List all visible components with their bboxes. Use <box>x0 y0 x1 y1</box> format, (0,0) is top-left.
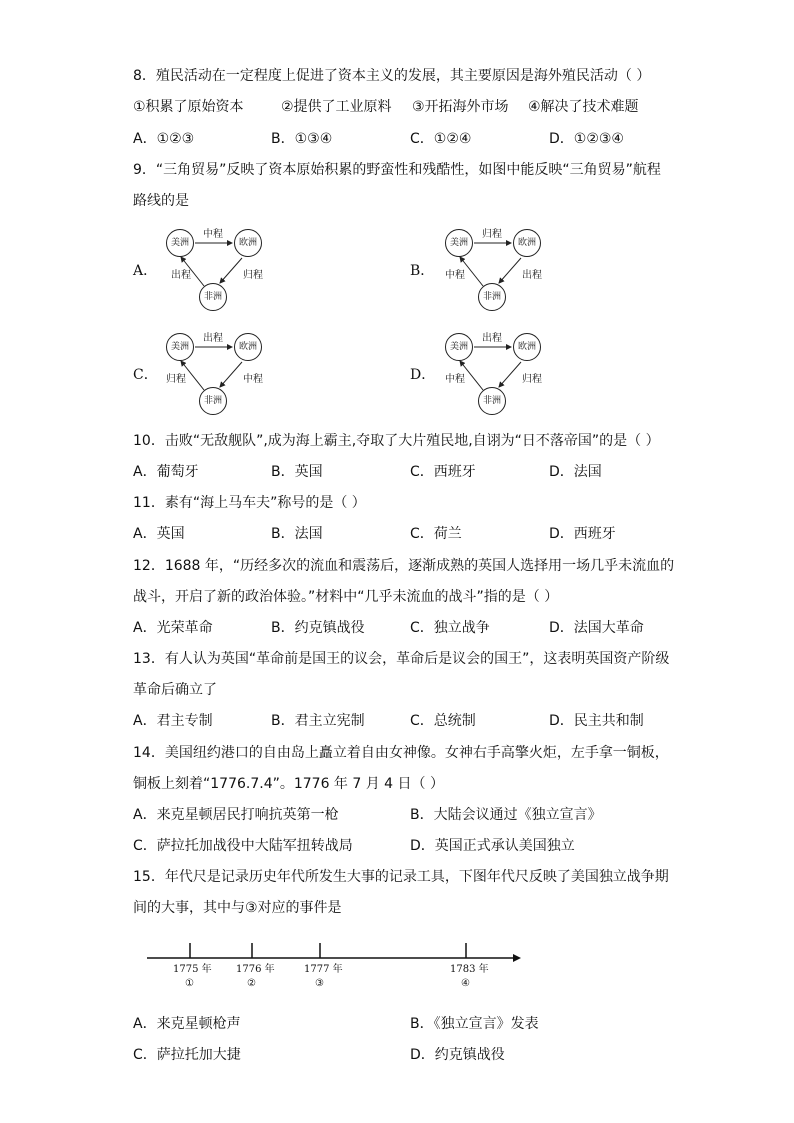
q15-option-a: A．来克星顿枪声 <box>133 1016 241 1032</box>
q9-diagram-d <box>410 330 550 420</box>
q15-stem-line1: 15．年代尺是记录历史年代所发生大事的记录工具，下图年代尺反映了美国独立战争期 <box>133 869 669 885</box>
node-america: 美洲 <box>166 333 194 361</box>
q8-statement-4: ④解决了技术难题 <box>528 99 639 115</box>
node-europe: 欧洲 <box>234 333 262 361</box>
q9-diagram-b <box>410 226 550 316</box>
q12-option-b: B．约克镇战役 <box>271 620 365 636</box>
q12-stem-line1: 12．1688 年，“历经多次的流血和震荡后，逐渐成熟的英国人选择用一场几乎未流血的 <box>133 558 675 574</box>
timeline-year-3: 1777 年 <box>304 964 343 975</box>
option-letter: C． <box>133 367 158 383</box>
q9-diagram-a <box>133 226 273 316</box>
q9-stem-line1: 9．“三角贸易”反映了资本原始积累的野蛮性和残酷性，如图中能反映“三角贸易”航程 <box>133 162 661 178</box>
q11-option-c: C．荷兰 <box>410 526 462 542</box>
q8-stem: 8．殖民活动在一定程度上促进了资本主义的发展，其主要原因是海外殖民活动（ ） <box>133 68 651 84</box>
q13-option-d: D．民主共和制 <box>549 713 644 729</box>
q9-diagram-c <box>133 330 273 420</box>
route-left: 出程 <box>171 270 191 281</box>
node-america: 美洲 <box>445 333 473 361</box>
route-top: 归程 <box>482 229 502 240</box>
q15-option-b: B．《独立宣言》发表 <box>410 1016 539 1032</box>
node-america: 美洲 <box>445 229 473 257</box>
q11-stem: 11．素有“海上马车夫”称号的是（ ） <box>133 495 366 511</box>
q10-option-a: A．葡萄牙 <box>133 464 199 480</box>
q15-timeline <box>145 938 525 1000</box>
timeline-mark-2: ② <box>247 978 256 989</box>
q8-statement-3: ③开拓海外市场 <box>412 99 509 115</box>
route-left: 归程 <box>166 374 186 385</box>
q10-option-d: D．法国 <box>549 464 602 480</box>
q15-stem-line2: 间的大事，其中与③对应的事件是 <box>133 900 342 916</box>
q13-option-a: A．君主专制 <box>133 713 213 729</box>
q8-option-b: B．①③④ <box>271 131 333 147</box>
q14-stem-line2: 铜板上刻着“1776.7.4”。1776 年 7 月 4 日（ ） <box>133 776 444 792</box>
timeline-mark-1: ① <box>185 978 194 989</box>
q8-statement-1: ①积累了原始资本 <box>133 99 244 115</box>
route-top: 出程 <box>203 333 223 344</box>
q12-stem-line2: 战斗，开启了新的政治体验。”材料中“几乎未流血的战斗”指的是（ ） <box>133 589 559 605</box>
q11-option-a: A．英国 <box>133 526 185 542</box>
q11-option-b: B．法国 <box>271 526 323 542</box>
q10-stem: 10．击败“无敌舰队”,成为海上霸主,夺取了大片殖民地,自诩为“日不落帝国”的是（ ） <box>133 433 660 449</box>
route-right: 归程 <box>522 374 542 385</box>
timeline-year-1: 1775 年 <box>173 964 212 975</box>
q8-statement-2: ②提供了工业原料 <box>281 99 392 115</box>
route-top: 出程 <box>482 333 502 344</box>
timeline-year-4: 1783 年 <box>450 964 489 975</box>
q8-option-d: D．①②③④ <box>549 131 624 147</box>
option-letter: A． <box>133 263 158 279</box>
timeline-mark-4: ④ <box>461 978 470 989</box>
q10-option-b: B．英国 <box>271 464 323 480</box>
q14-option-a: A．来克星顿居民打响抗英第一枪 <box>133 807 339 823</box>
route-left: 中程 <box>445 270 465 281</box>
q13-stem-line1: 13．有人认为英国“革命前是国王的议会，革命后是议会的国王”，这表明英国资产阶级 <box>133 651 670 667</box>
q12-option-a: A．光荣革命 <box>133 620 213 636</box>
node-europe: 欧洲 <box>513 229 541 257</box>
node-africa: 非洲 <box>199 283 227 311</box>
q11-option-d: D．西班牙 <box>549 526 616 542</box>
route-right: 归程 <box>243 270 263 281</box>
q8-option-a: A．①②③ <box>133 131 195 147</box>
route-right: 中程 <box>243 374 263 385</box>
node-europe: 欧洲 <box>234 229 262 257</box>
q13-option-b: B．君主立宪制 <box>271 713 365 729</box>
option-letter: D． <box>410 367 436 383</box>
q9-stem-line2: 路线的是 <box>133 193 189 209</box>
node-europe: 欧洲 <box>513 333 541 361</box>
timeline-mark-3: ③ <box>315 978 324 989</box>
q14-option-d: D．英国正式承认美国独立 <box>410 838 575 854</box>
q13-stem-line2: 革命后确立了 <box>133 682 217 698</box>
q15-option-c: C．萨拉托加大捷 <box>133 1047 241 1063</box>
q14-stem-line1: 14．美国纽约港口的自由岛上矗立着自由女神像。女神右手高擎火炬，左手拿一铜板， <box>133 745 669 761</box>
q12-option-c: C．独立战争 <box>410 620 490 636</box>
route-right: 出程 <box>522 270 542 281</box>
q10-option-c: C．西班牙 <box>410 464 476 480</box>
route-left: 中程 <box>445 374 465 385</box>
node-africa: 非洲 <box>478 283 506 311</box>
q15-option-d: D．约克镇战役 <box>410 1047 505 1063</box>
timeline-year-2: 1776 年 <box>236 964 275 975</box>
q8-option-c: C．①②④ <box>410 131 472 147</box>
node-america: 美洲 <box>166 229 194 257</box>
node-africa: 非洲 <box>199 387 227 415</box>
q14-option-b: B．大陆会议通过《独立宣言》 <box>410 807 602 823</box>
option-letter: B． <box>410 263 435 279</box>
node-africa: 非洲 <box>478 387 506 415</box>
q13-option-c: C．总统制 <box>410 713 476 729</box>
route-top: 中程 <box>203 229 223 240</box>
q14-option-c: C．萨拉托加战役中大陆军扭转战局 <box>133 838 353 854</box>
q12-option-d: D．法国大革命 <box>549 620 644 636</box>
